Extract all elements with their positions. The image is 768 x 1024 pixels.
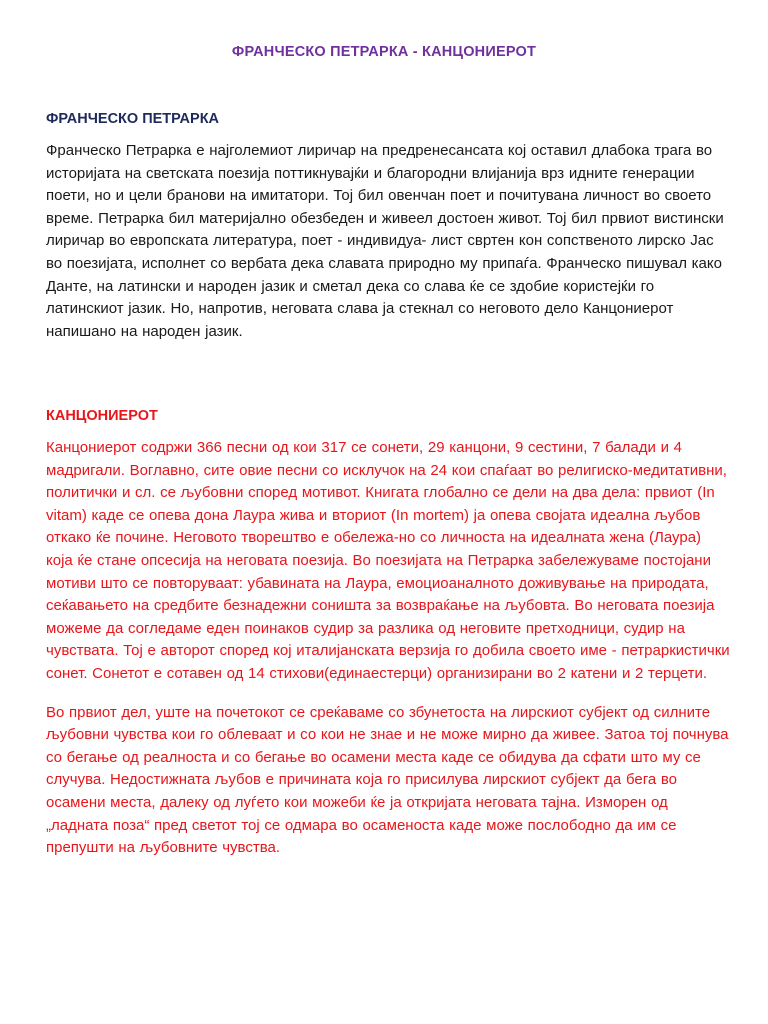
section-heading-petrarka: ФРАНЧЕСКО ПЕТРАРКА	[46, 111, 220, 127]
paragraph-kancionierot-first-part: Во првиот дел, уште на почетокот се среќаваме со збунетоста на лирскиот субјект од силните љубовни чувства кои го облеваат и со кои не знае и не може мирно да живее. Затоа тој почнува со бегање од реалноста и со бегање во осамени места каде се обидува да сфати што му се случува. Недостижната љубов е причината која го присилува лирскиот субјект да бега во осамени места, далеку од луѓето кои можеби ќе ја откријата неговата тајна. Изморен од „ладната поза“ пред светот тој се одмара во осаменоста каде може послободно да им се препушти на љубовните чувства.	[46, 703, 729, 857]
section-petrarka	[46, 111, 730, 359]
paragraph-petrarka-bio: Франческо Петрарка е најголемиот лиричар на предренесансата кој оставил длабока трага во историјата на светската поезија поттикнувајќи и благородни влијанија врз идните генерации поети, но и цели бранови на имитатори. Тој бил овенчан поет и почитувана личност во своето време. Петрарка бил материјално обезбеден и живеел достоен живот. Тој бил првиот вистински лиричар во европската литература, поет - индивидуа- лист свртен кон сопственото лирско Јас во поезијата, исполнет со вербата дека славата природно му припаѓа. Франческо пишувал како Данте, на латински и народен јазик и сметал дека со слава ќе се здобие користејќи го латинскиот јазик. Но, напротив, неговата слава ја стекнал со неговото дело Канцониерот напишано на народен јазик.	[46, 142, 724, 340]
document-title: ФРАНЧЕСКО ПЕТРАРКА - КАНЦОНИЕРОТ	[231, 44, 537, 60]
section-heading-kancionierot: КАНЦОНИЕРОТ	[46, 408, 158, 424]
section-kancionierot	[46, 408, 730, 876]
paragraph-kancionierot-contents: Канцониерот содржи 366 песни од кои 317 се сонети, 29 канцони, 9 сестини, 7 балади и 4 мадригали. Воглавно, сите овие песни со исклучок на 24 кои спаѓаат во религиско-медитативни, политички и сл. се љубовни според мотивот. Книгата глобално се дели на два дела: првиот (In vitam) каде се опева дона Лаура жива и вториот (In mortem) ја опева својата идеална љубов откако ќе почине. Неговото творештво е обележа-но со личноста на идеалната жена (Лаура) која ќе стане опсесија на неговата поезија. Во поезијата на Петрарка забележуваме постојани мотиви што се повторуваат: убавината на Лаура, емоциоаналното доживување на природата, сеќавањето на средбите безнадежни соништа за возвраќање на љубовта. Во неговата поезија можеме да согледаме еден поинаков судир за разлика од неговите претходници, судир на чувствата. Тој е авторот според кој италијанската верзија го добила своето име - петраркистички сонет. Сонетот е сотавен од 14 стихови(единаестерци) организирани во 2 катени и 2 терцети.	[46, 439, 730, 682]
